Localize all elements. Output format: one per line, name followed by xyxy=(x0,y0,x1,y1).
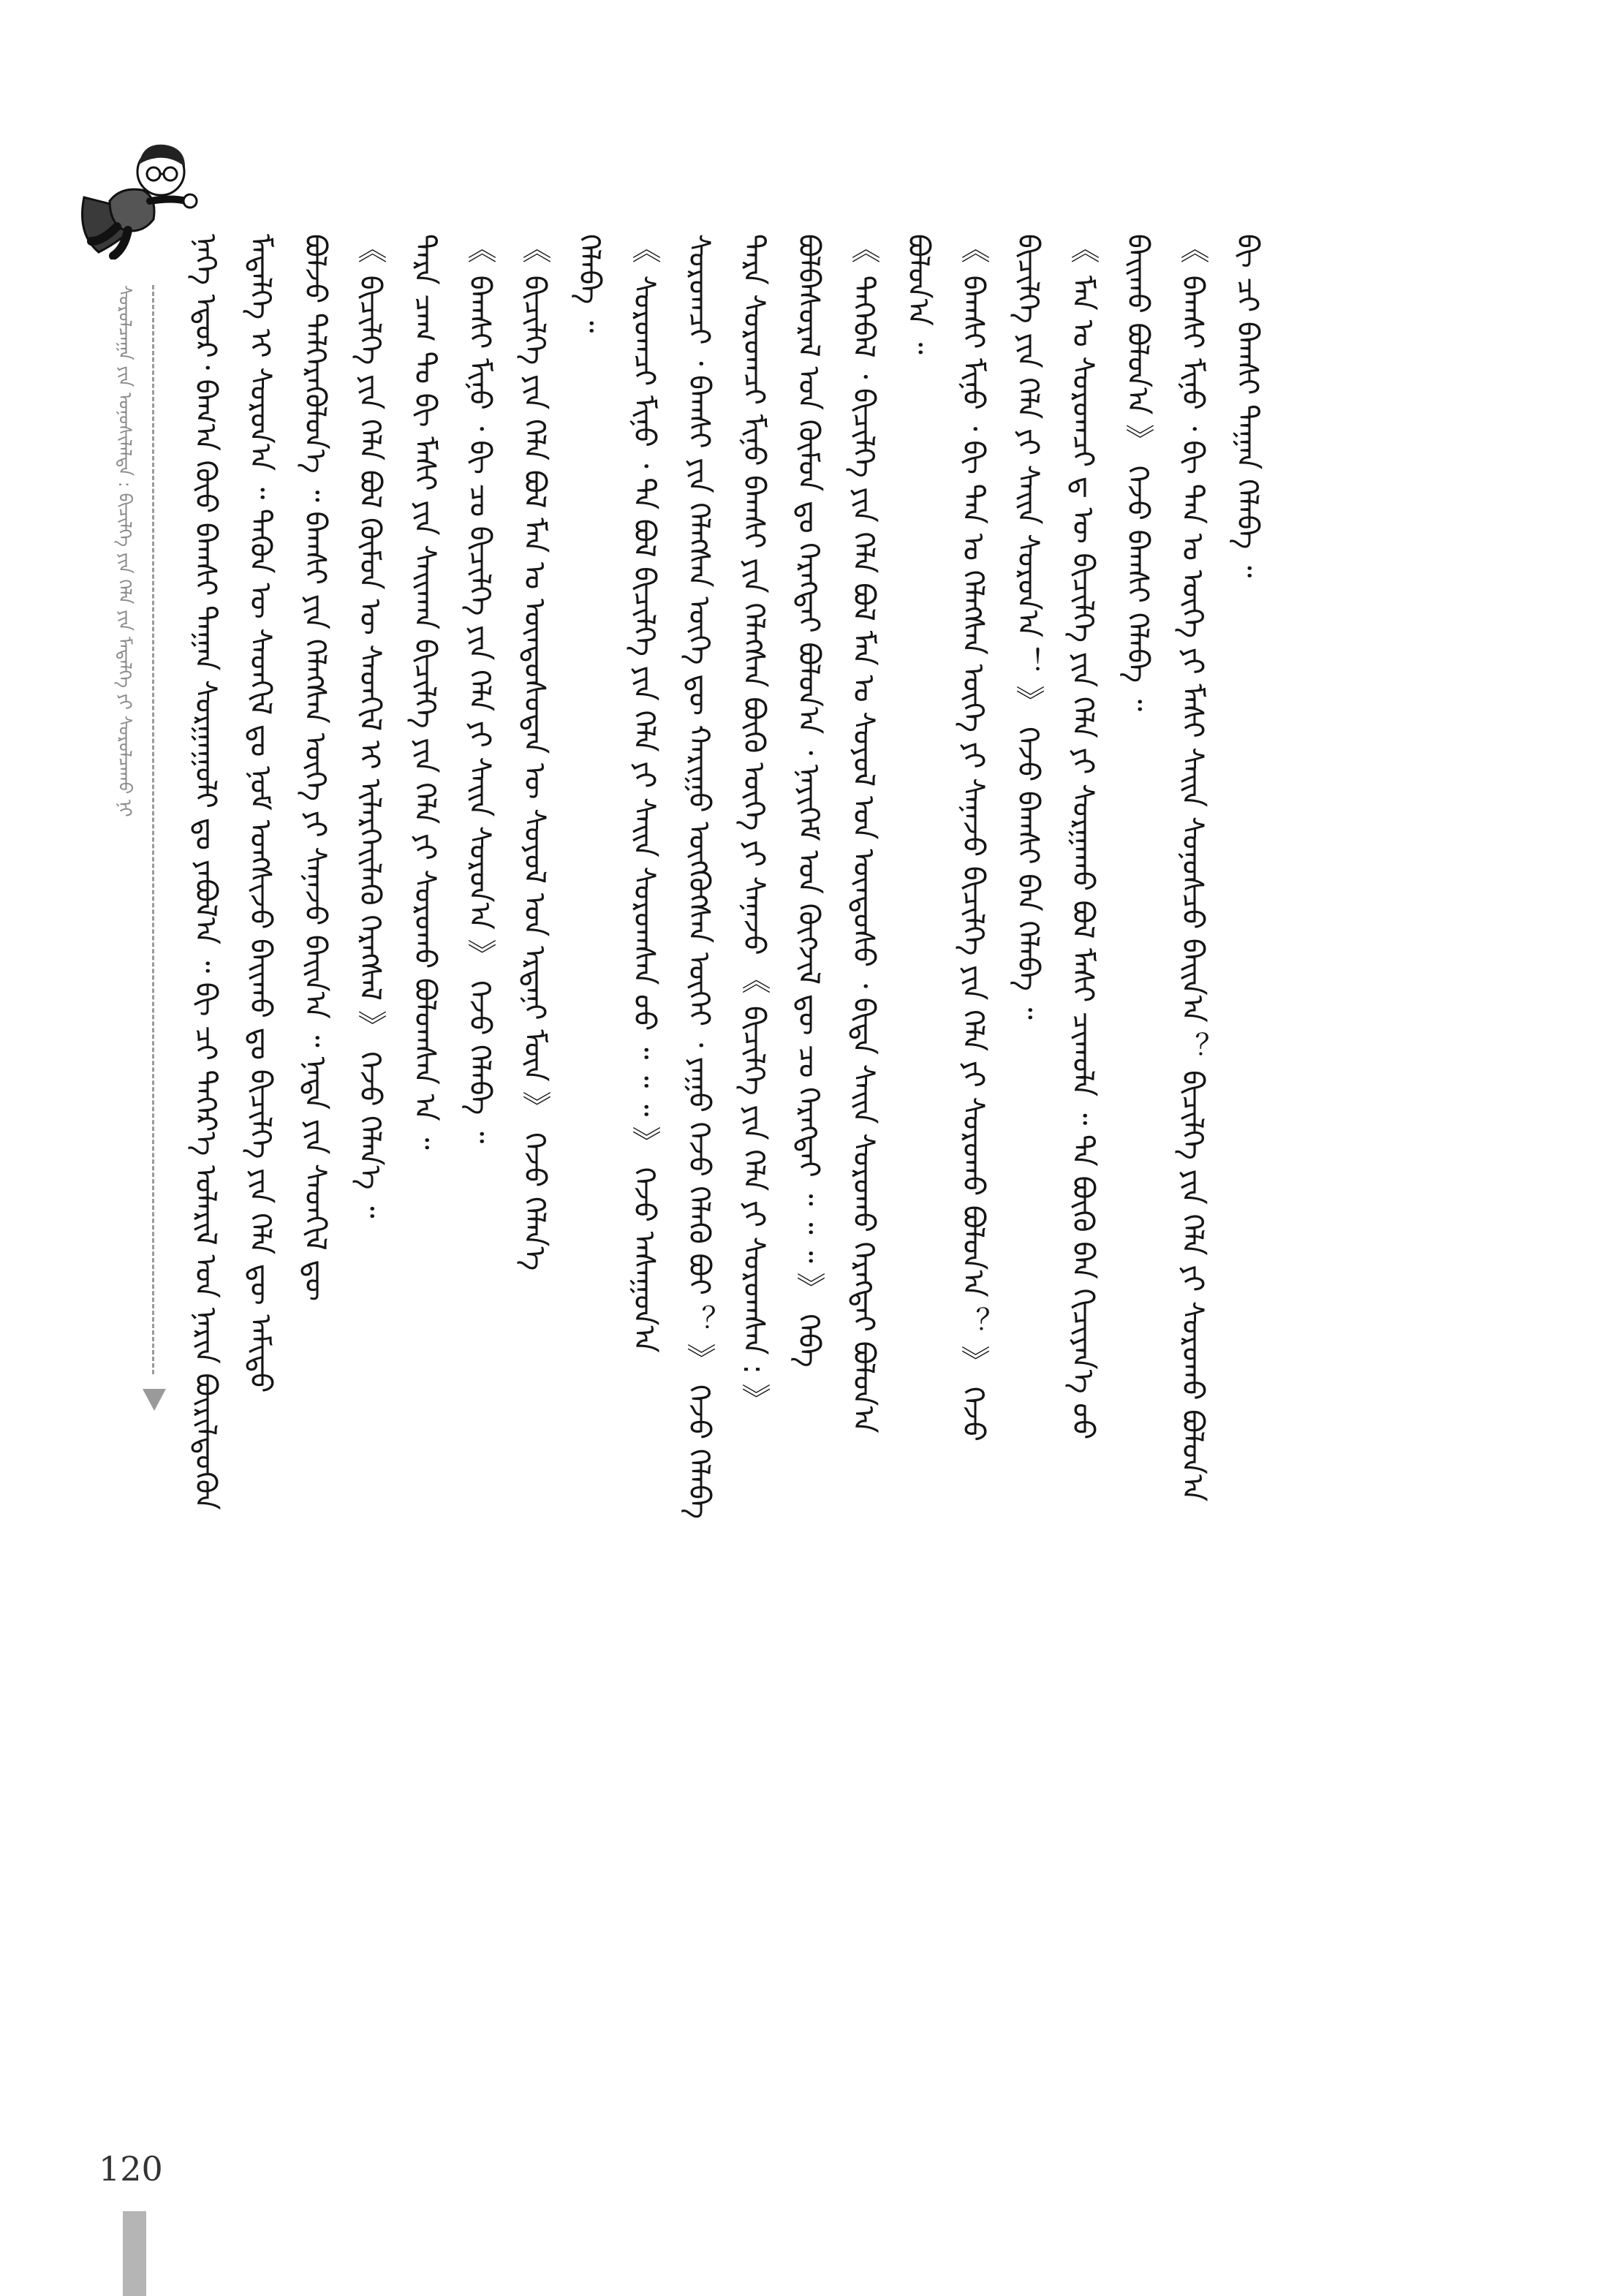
text-column-10: ᠰᠤᠷᠤᠭᠴᠢ ᠂ ᠪᠠᠭᠰᠢ ᠶᠢᠨ ᠬᠡᠯᠡᠭᠰᠡᠨ ᠦᠭᠡ ᠳᠦ ᠬᠠᠷᠢᠭᠤ ᠥᠭᠭᠦᠭᠰᠡᠨ ᠦᠭᠡᠢ ᠂ ᠶᠠᠭᠤ ᠭᠡᠵᠦ ᠬᠡᠯᠡᠬᠦ ᠪᠤᠢ ？ 》 ᠭᠡᠵᠦ ᠬᠡᠯᠡᠪᠡ xyxy=(682,234,716,1520)
text-column-12: ᠪᠣᠯᠪᠠᠰᠤᠷᠠᠯ ᠤᠨ ᠬᠦᠮᠦᠨ ᠳᠤ ᠬᠡᠷᠡᠭᠲᠡᠢ ᠪᠣᠯᠤᠨ᠎ᠠ ᠂ ᠨᠡᠶᠢᠭᠡᠮ ᠤᠨ ᠬᠥᠭᠵᠢᠯ ᠳᠦ ᠴᠤ ᠬᠡᠷᠡᠭᠲᠡᠢ ᠃ ᠃ ᠃ 》 ᠭᠡᠪᠡ xyxy=(792,234,825,1368)
text-column-4: 《 ᠪᠢᠴᠢᠯᠭᠡ ᠶᠢᠨ ᠬᠡᠯᠡ ᠪᠣᠯ ᠬᠦᠮᠦᠨ ᠦ ᠰᠡᠳᠬᠢᠯ ᠢ ᠢᠯᠡᠷᠬᠡᠢᠯᠡᠬᠦ ᠬᠡᠷᠡᠭᠰᠡᠯ 》 ᠭᠡᠵᠦ ᠬᠡᠯᠡᠨ᠎ᠡ ᠃ xyxy=(353,234,387,1219)
text-column-14: ᠪᠣᠯᠤᠨ᠎ᠠ ᠃ xyxy=(901,234,935,355)
running-head-divider xyxy=(152,285,154,1374)
running-head: ᠰᠤᠷᠤᠯᠴᠠᠭᠠ ᠶᠢᠨ ᠤᠨᠤᠰᠢᠯᠠᠯᠲᠠ : ᠪᠢᠴᠢᠯᠭᠡ ᠶᠢᠨ ᠬᠡᠯᠡ ᠶᠢᠨ ᠮᠡᠳᠡᠯᠭᠡ ᠶᠢ ᠰᠤᠷᠤᠯᠴᠠᠬᠤ ᠨᠢ xyxy=(115,285,135,817)
text-column-9: 《 ᠰᠤᠷᠤᠭᠴᠢ ᠮᠢᠨᠤ ᠂ ᠲᠠ ᠪᠣᠯ ᠪᠢᠴᠢᠯᠭᠡ ᠶᠢᠨ ᠬᠡᠯᠡ ᠶᠢ ᠰᠠᠢᠨ ᠰᠤᠷᠤᠭᠰᠠᠨ ᠤᠤ ᠃ ᠃ ᠃ 》 ᠭᠡᠵᠦ ᠠᠰᠠᠭᠤᠨ᠎ᠠ xyxy=(627,234,661,1353)
text-column-18: ᠪᠠᠢᠬᠤ ᠪᠣᠯᠤᠨ᠎ᠠ 》 ᠭᠡᠵᠦ ᠪᠠᠭᠰᠢ ᠬᠡᠯᠡᠪᠡ ᠃ xyxy=(1121,234,1154,712)
text-column-5: ᠲᠡᠷᠡ ᠴᠠᠭ ᠲᠤ ᠪᠢ ᠮᠠᠰᠢ ᠶᠢᠨ ᠰᠠᠢᠬᠠᠨ ᠪᠢᠴᠢᠯᠭᠡ ᠶᠢᠨ ᠬᠡᠯᠡ ᠶᠢ ᠰᠤᠷᠤᠬᠤ ᠪᠣᠯᠤᠭᠰᠠᠨ ᠠ ᠃ xyxy=(408,234,442,1150)
text-column-3: ᠪᠣᠯᠵᠤ ᠳᠡᠯᠭᠡᠷᠡᠭᠦᠯᠦᠨ᠎ᠡ ᠃ ᠪᠠᠭᠰᠢ ᠶᠢᠨ ᠬᠡᠯᠡᠭᠰᠡᠨ ᠦᠭᠡ ᠶᠢ ᠰᠠᠨᠠᠵᠤ ᠪᠠᠢᠨ᠎ᠠ ᠃ ᠨᠠᠳᠠ ᠶᠢᠨ ᠰᠡᠳᠬᠢᠯ ᠳᠦ xyxy=(298,234,332,1302)
text-column-15: 《 ᠪᠠᠭᠰᠢ ᠮᠢᠨᠤ ᠂ ᠪᠢ ᠲᠠᠨ ᠤ ᠬᠡᠯᠡᠭᠰᠡᠨ ᠦᠭᠡ ᠶᠢ ᠰᠠᠨᠠᠵᠤ ᠪᠢᠴᠢᠯᠭᠡ ᠶᠢᠨ ᠬᠡᠯᠡ ᠶᠢ ᠰᠤᠷᠤᠬᠤ ᠪᠣᠯᠤᠨ᠎ᠠ ？ 》 ᠭᠡᠵᠦ xyxy=(956,234,990,1441)
text-column-16: ᠪᠢᠴᠢᠯᠭᠡ ᠶᠢᠨ ᠬᠡᠯᠡ ᠶᠢ ᠰᠠᠢᠨ ᠰᠤᠷᠤᠨ᠎ᠠ ！ 》 ᠭᠡᠵᠦ ᠪᠠᠭᠰᠢ ᠪᠠᠨ ᠬᠡᠯᠡᠪᠡ ᠃ xyxy=(1011,234,1045,1020)
text-column-8: ᠬᠡᠯᠡᠪᠡ ᠃ xyxy=(572,234,606,333)
text-column-2: ᠮᠡᠳᠡᠯᠭᠡ ᠢ ᠰᠤᠷᠤᠨ᠎ᠠ ᠃ ᠲᠡᠭᠦᠨ ᠦ ᠰᠡᠳᠬᠢᠯ ᠳᠤ ᠨᠣᠮ ᠤᠩᠰᠢᠵᠤ ᠪᠠᠢᠬᠤ ᠳᠤ ᠪᠢᠴᠢᠯᠭᠡ ᠶᠢᠨ ᠬᠡᠯᠡ ᠳᠦ ᠠᠮᠢᠳᠤ xyxy=(243,234,277,1393)
text-column-13: 《 ᠲᠡᠭᠡᠪᠡᠯ ᠂ ᠪᠢᠴᠢᠯᠭᠡ ᠶᠢᠨ ᠬᠡᠯᠡ ᠪᠣᠯ ᠮᠠᠨ ᠤ ᠰᠣᠶᠣᠯ ᠤᠨ ᠦᠨᠳᠦᠰᠦ ᠂ ᠪᠢᠳᠡ ᠰᠠᠢᠨ ᠰᠤᠷᠤᠬᠤ ᠬᠡᠷᠡᠭᠲᠡᠢ ᠪᠣᠯᠤᠨ᠎ᠠ xyxy=(847,234,880,1433)
text-column-19: 《 ᠪᠠᠭᠰᠢ ᠮᠢᠨᠤ ᠂ ᠪᠢ ᠲᠠᠨ ᠤ ᠦᠭᠡ ᠶᠢ ᠮᠠᠰᠢ ᠰᠠᠢᠨ ᠰᠣᠨᠣᠰᠴᠤ ᠪᠠᠢᠨ᠎ᠠ ？ ᠪᠢᠴᠢᠯᠭᠡ ᠶᠢᠨ ᠬᠡᠯᠡ ᠶᠢ ᠰᠤᠷᠤᠬᠤ ᠪᠣᠯᠤᠨ᠎ᠠ xyxy=(1176,234,1209,1502)
page-number: 120 xyxy=(99,2149,163,2189)
page-side-tab xyxy=(123,2211,146,2296)
text-column-1: ᠨᠡᠭᠡ ᠡᠳᠦᠷ᠂ ᠪᠠᠭ᠎ᠠ ᠬᠦᠦ ᠪᠠᠭᠰᠢ ᠳᠠᠭᠠᠨ ᠰᠤᠷᠭᠠᠭᠤᠯᠢ ᠳᠤ ᠶᠠᠪᠤᠯ᠎ᠠ ᠃ ᠪᠢ ᠴᠢ ᠳᠡᠭᠡᠷ᠎ᠡ ᠤᠯᠠᠷᠢᠯ ᠤᠨ ᠨᠠᠷᠢᠨ ᠪᠦᠷᠢᠯᠳᠦᠭᠦᠨ xyxy=(189,234,222,1510)
text-column-7: 《 ᠪᠢᠴᠢᠯᠭᠡ ᠶᠢᠨ ᠬᠡᠯᠡ ᠪᠣᠯ ᠮᠠᠨ ᠤ ᠦᠨᠳᠦᠰᠦᠲᠡᠨ ᠦ ᠰᠣᠶᠣᠯ ᠤᠨ ᠡᠷᠳᠡᠨᠢ ᠮᠥᠨ 》 ᠭᠡᠵᠦ ᠬᠡᠯᠡᠨ᠎ᠡ xyxy=(518,234,551,1271)
text-column-11: ᠲᠡᠷᠡ ᠰᠤᠷᠤᠭᠴᠢ ᠮᠢᠨᠤ ᠪᠠᠭᠰᠢ ᠶᠢᠨ ᠬᠡᠯᠡᠭᠰᠡᠨ ᠪᠦᠬᠦ ᠦᠭᠡ ᠶᠢ ᠰᠠᠨᠠᠵᠤ 《 ᠪᠢᠴᠢᠯᠭᠡ ᠶᠢᠨ ᠬᠡᠯᠡ ᠶᠢ ᠰᠤᠷᠤᠭᠰᠠᠨ : 》 xyxy=(737,234,771,1414)
text-column-6: 《 ᠪᠠᠭᠰᠢ ᠮᠢᠨᠤ ᠂ ᠪᠢ ᠴᠤ ᠪᠢᠴᠢᠯᠭᠡ ᠶᠢᠨ ᠬᠡᠯᠡ ᠶᠢ ᠰᠠᠢᠨ ᠰᠤᠷᠤᠨ᠎ᠠ 》 ᠭᠡᠵᠦ ᠬᠡᠯᠡᠪᠡ ᠃ xyxy=(463,234,496,1144)
text-column-17: 《 ᠮᠠᠨ ᠤ ᠰᠤᠷᠤᠭᠴᠢ ᠳ ᠦ ᠪᠢᠴᠢᠯᠭᠡ ᠶᠢᠨ ᠬᠡᠯᠡ ᠶᠢ ᠰᠤᠷᠭᠠᠬᠤ ᠪᠣᠯ ᠮᠠᠰᠢ ᠴᠢᠬᠤᠯᠠ ᠃ ᠲᠠ ᠪᠦᠬᠦ ᠪᠠᠨ ᠬᠢᠴᠢᠶᠡᠨ᠎ᠡ ᠦᠦ xyxy=(1066,234,1100,1440)
triangle-arrow-icon xyxy=(143,1389,166,1411)
text-column-20: ᠪᠢ ᠴᠢ ᠪᠠᠭᠰᠢ ᠳᠠᠭᠠᠨ ᠬᠡᠯᠡᠪᠡ ᠃ xyxy=(1230,234,1264,578)
